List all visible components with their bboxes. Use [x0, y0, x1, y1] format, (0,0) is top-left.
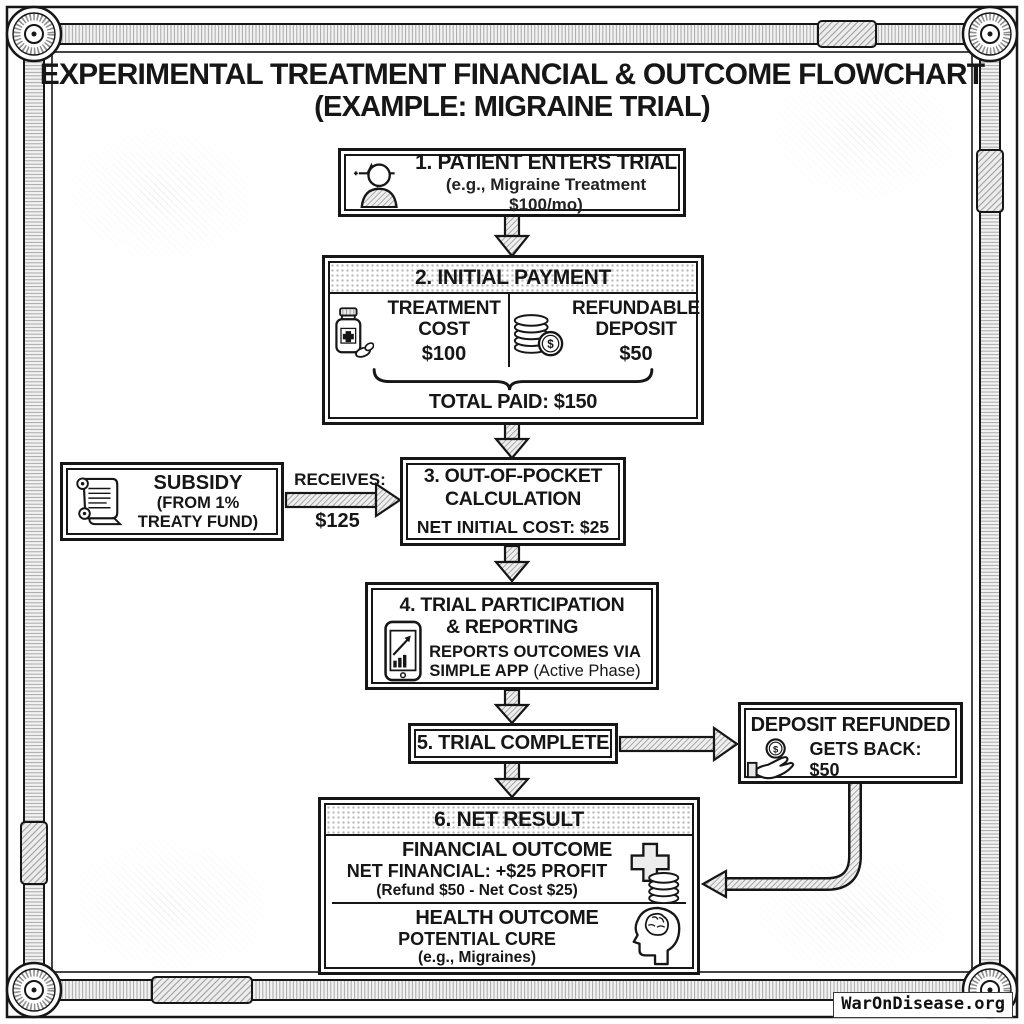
coin-stack-icon: [510, 308, 566, 358]
step5-box: [408, 723, 618, 764]
step2-total: TOTAL PAID: $150: [428, 391, 598, 413]
step4-box: [365, 582, 659, 690]
health-outcome-section: [326, 904, 692, 968]
step4-body-note: (Active Phase): [533, 661, 641, 680]
step6-header: 6. NET RESULT: [326, 805, 692, 836]
pill-bottle-icon: [330, 303, 374, 363]
arrow-step5-step6: [496, 762, 528, 797]
arrow-refund-step6: [703, 781, 855, 897]
treatment-cost-amount: $100: [421, 343, 467, 366]
arrow-step5-refund: [620, 728, 737, 760]
title-line2: (EXAMPLE: MIGRAINE TRIAL): [314, 91, 710, 123]
head-brain-icon: [628, 906, 684, 966]
step3-title: 3. OUT-OF-POCKET CALCULATION: [423, 465, 603, 510]
deposit-refunded-box: [738, 702, 963, 784]
arrow-step3-step4: [496, 546, 528, 581]
cross-coins-icon: [626, 842, 684, 906]
patient-heartbeat-icon: [352, 158, 414, 208]
health-outcome-note: (e.g., Migraines): [418, 949, 536, 967]
deposit-refunded-amount: GETS BACK: $50: [809, 739, 922, 780]
phone-chart-icon: [383, 620, 423, 682]
step1-subtitle: (e.g., Migraine Treatment $100/mo): [445, 174, 647, 214]
financial-outcome-line: NET FINANCIAL: +$25 PROFIT: [346, 861, 608, 881]
receives-label: RECEIVES:: [294, 470, 386, 489]
svg-text:$: $: [547, 338, 554, 351]
health-outcome-line: POTENTIAL CURE: [398, 928, 556, 949]
arrow-step1-step2: [496, 214, 528, 256]
refundable-deposit-label: REFUNDABLE DEPOSIT: [572, 298, 700, 340]
receives-amount: $125: [315, 510, 360, 532]
treatment-cost-label: TREATMENT COST: [387, 298, 501, 340]
treatment-cost-cell: [330, 294, 508, 367]
watermark: WarOnDisease.org: [833, 992, 1013, 1018]
step3-box: [400, 457, 626, 546]
refundable-deposit-amount: $50: [619, 343, 653, 366]
subsidy-box: [60, 462, 284, 541]
health-outcome-heading: HEALTH OUTCOME: [415, 906, 599, 929]
financial-outcome-heading: FINANCIAL OUTCOME: [401, 839, 613, 861]
refundable-deposit-cell: [508, 294, 700, 367]
svg-text:$: $: [772, 744, 779, 756]
arrow-step4-step5: [496, 690, 528, 723]
arrow-step2-step3: [496, 423, 528, 458]
step6-box: [318, 797, 700, 975]
financial-outcome-section: [326, 836, 692, 902]
step4-title: 4. TRIAL PARTICIPATION & REPORTING: [399, 594, 625, 638]
total-brace: [343, 367, 683, 391]
title-line1: EXPERIMENTAL TREATMENT FINANCIAL & OUTCOME FLOWCHART: [39, 58, 985, 91]
hand-coin-icon: [746, 738, 801, 782]
financial-outcome-note: (Refund $50 - Net Cost $25): [376, 881, 578, 899]
step5-title: 5. TRIAL COMPLETE: [416, 732, 610, 754]
subsidy-title: SUBSIDY: [153, 472, 243, 495]
step3-net-cost: NET INITIAL COST: $25: [416, 516, 610, 537]
step1-box: [338, 148, 686, 217]
step2-box: [322, 255, 704, 425]
scroll-icon: [72, 473, 124, 531]
subsidy-subtitle: (FROM 1% TREATY FUND): [137, 494, 259, 531]
step4-body: REPORTS OUTCOMES VIA SIMPLE APP: [429, 642, 641, 680]
step1-title: 1. PATIENT ENTERS TRIAL: [415, 150, 677, 174]
step2-header: 2. INITIAL PAYMENT: [330, 263, 696, 294]
deposit-refunded-title: DEPOSIT REFUNDED: [750, 714, 951, 736]
